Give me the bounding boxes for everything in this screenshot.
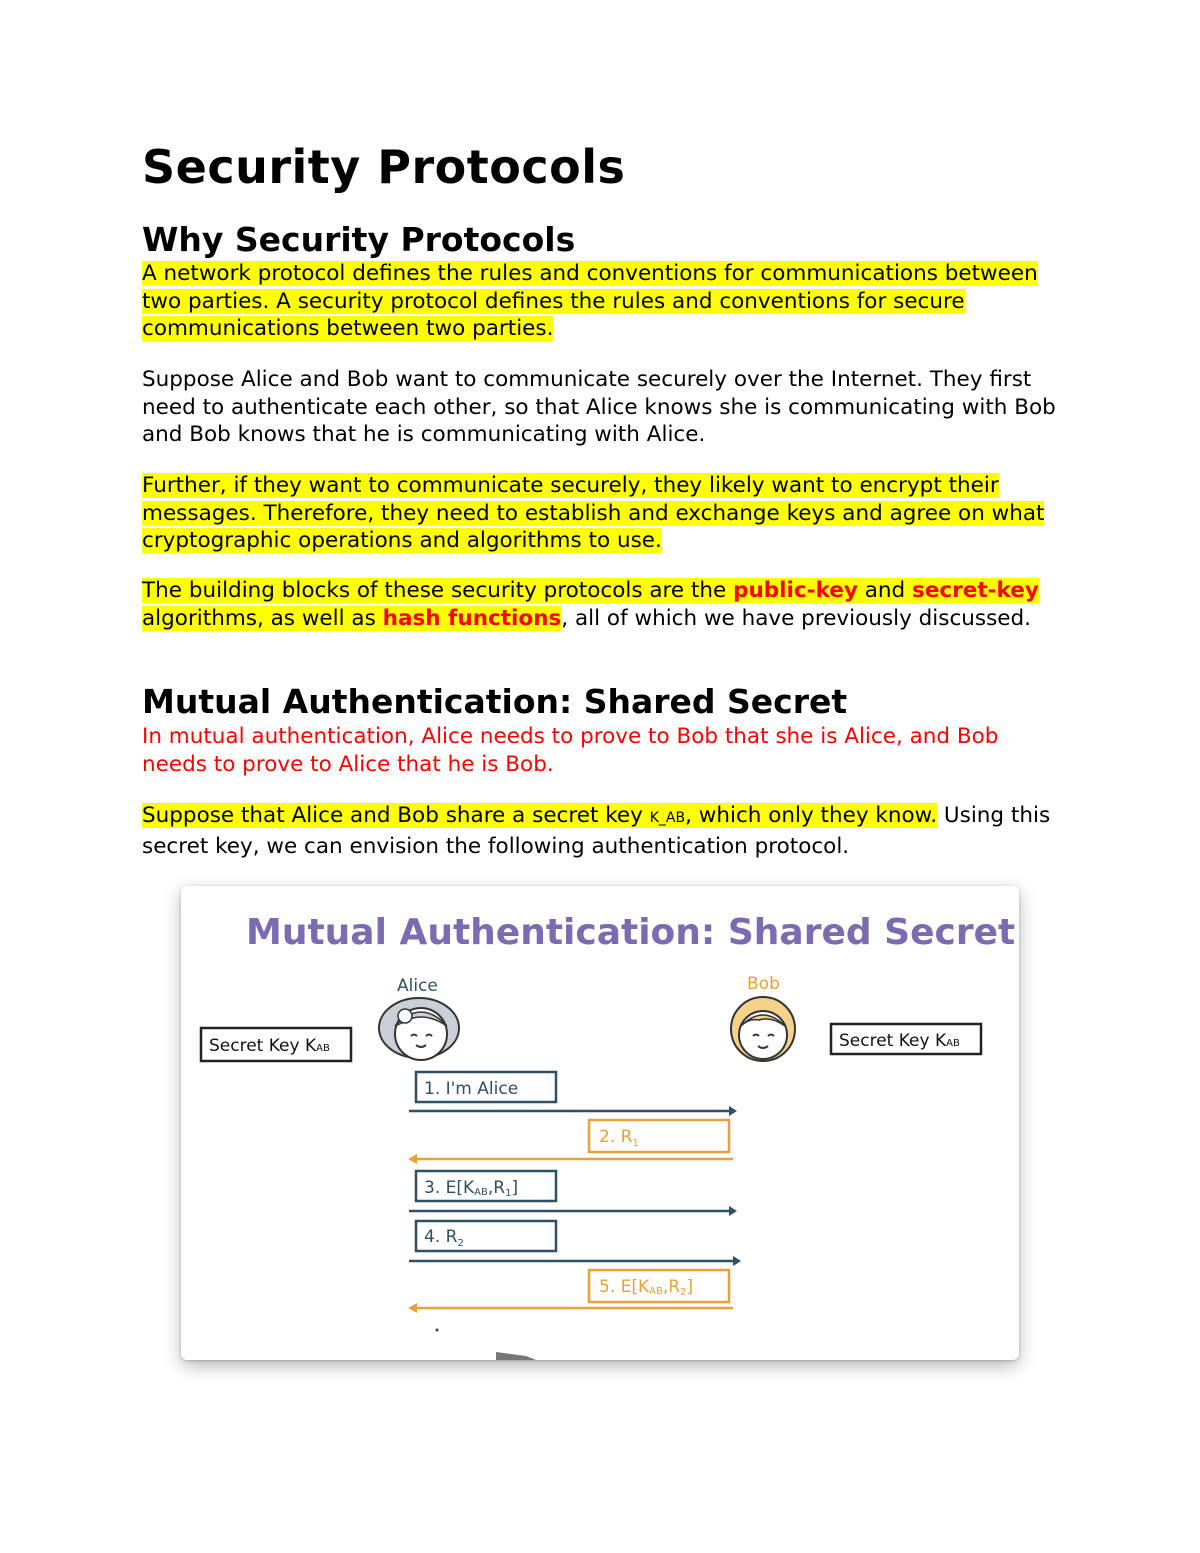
text-run: , all of which we have previously discussed. <box>561 605 1032 631</box>
message-3: 3. E[KAB,R1] <box>424 1178 519 1199</box>
protocol-figure <box>181 886 1019 1360</box>
text-run: Using this secret key, we can envision the following authentication protocol. <box>142 803 1051 859</box>
figure-title: Mutual Authentication: Shared Secret <box>246 912 1016 953</box>
bob-key-box <box>831 1024 981 1054</box>
arrowhead <box>408 1303 417 1313</box>
paragraph-encrypt <box>142 472 1062 555</box>
arrowhead <box>408 1154 417 1164</box>
bob-key-label: Secret Key KAB <box>839 1031 960 1051</box>
text-run: and <box>857 578 913 603</box>
page-title: Security Protocols <box>142 140 626 194</box>
paragraph-alice-bob: Suppose Alice and Bob want to communicate securely over the Internet. They first need to authenticate each other, so that Alice knows she is communicating with Bob and Bob knows that he is communicating with Alice. <box>142 367 1056 447</box>
arrowhead <box>733 1256 741 1266</box>
message-4: 4. $R_2$ <box>424 1227 464 1249</box>
text-run: , which only they know. <box>685 803 938 828</box>
arrowhead <box>729 1106 737 1116</box>
section-heading-mutual-auth: Mutual Authentication: Shared Secret <box>142 682 848 721</box>
message-1: 1. I'm Alice <box>424 1079 519 1099</box>
text-run: algorithms, as well as <box>142 605 383 631</box>
dot <box>436 1329 439 1332</box>
alice-icon <box>379 998 459 1060</box>
paragraph-shared-key <box>142 802 1062 860</box>
text-run: Suppose that Alice and Bob share a secret key <box>142 803 650 828</box>
message-2: 2. $R_1$ <box>599 1127 639 1149</box>
message-5: 5. E[KAB,R2] <box>599 1277 694 1298</box>
arrowhead <box>729 1206 737 1216</box>
keyword-public-key: public-key <box>733 578 858 603</box>
highlighted-text: Further, if they want to communicate securely, they likely want to encrypt their messages. Therefore, they need to establish and exchange keys and agree on what cryptographic operations and algorithms to use. <box>142 473 1045 553</box>
keyword-hash-functions: hash functions <box>382 605 562 631</box>
paragraph-mutual-auth: In mutual authentication, Alice needs to prove to Bob that she is Alice, and Bob needs to prove to Alice that he is Bob. <box>142 724 999 777</box>
key-name: K_AB <box>649 810 686 826</box>
paragraph-network-protocol <box>142 260 1062 343</box>
paragraph-building-blocks <box>142 577 1062 632</box>
bob-icon <box>731 997 795 1061</box>
section-heading-why: Why Security Protocols <box>142 220 576 259</box>
highlighted-text: A network protocol defines the rules and conventions for communications between two parties. A security protocol defines the rules and conventions for secure communications between two parties. <box>142 261 1038 341</box>
pen-tip <box>496 1352 536 1360</box>
alice-key-label: Secret Key KAB <box>209 1036 330 1056</box>
alice-label: Alice <box>397 976 438 996</box>
keyword-secret-key: secret-key <box>912 578 1039 603</box>
text-run: The building blocks of these security protocols are the <box>142 578 734 603</box>
protocol-diagram <box>181 886 1019 1360</box>
alice-key-box <box>201 1028 351 1061</box>
bob-label: Bob <box>747 974 780 994</box>
